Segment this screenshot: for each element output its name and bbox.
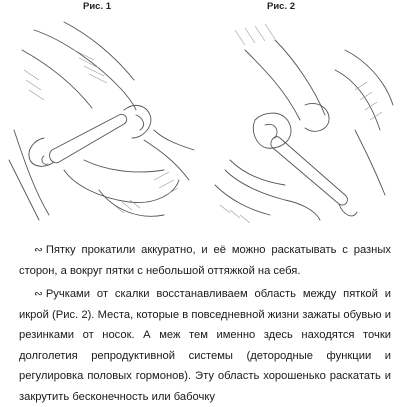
figure-2-illustration [205,10,397,235]
paragraph-2 [19,284,391,407]
paragraph-1-text: Пятку прокатили аккуратно, и её можно раскатывать с разных сторон, а вокруг пятки с небольшой оттяжкой на себя. [19,244,391,277]
figure-1-illustration [4,10,200,225]
paragraph-2-text: Ручками от скалки восстанавливаем область между пяткой и икрой (Рис. 2). Места, которые в повседневной жизни зажаты обувью и резинками от носок. А меж тем именно здесь находятся точки долголетия репродуктивной системы (детородные функции и регулировка половых гормонов). Эту область хорошенько раскатать и закрутить бесконечность или бабочку [19,288,391,403]
decorative-bullet-icon: ∾ [34,244,43,256]
decorative-bullet-icon: ∾ [34,288,43,300]
rolling-pin-ankle-sketch [205,10,397,235]
body-text [19,240,391,407]
rolling-pin-heel-sketch [4,10,200,225]
paragraph-1 [19,240,391,281]
figure-1-caption: Рис. 1 [83,1,112,12]
figure-2-caption: Рис. 2 [267,1,296,12]
